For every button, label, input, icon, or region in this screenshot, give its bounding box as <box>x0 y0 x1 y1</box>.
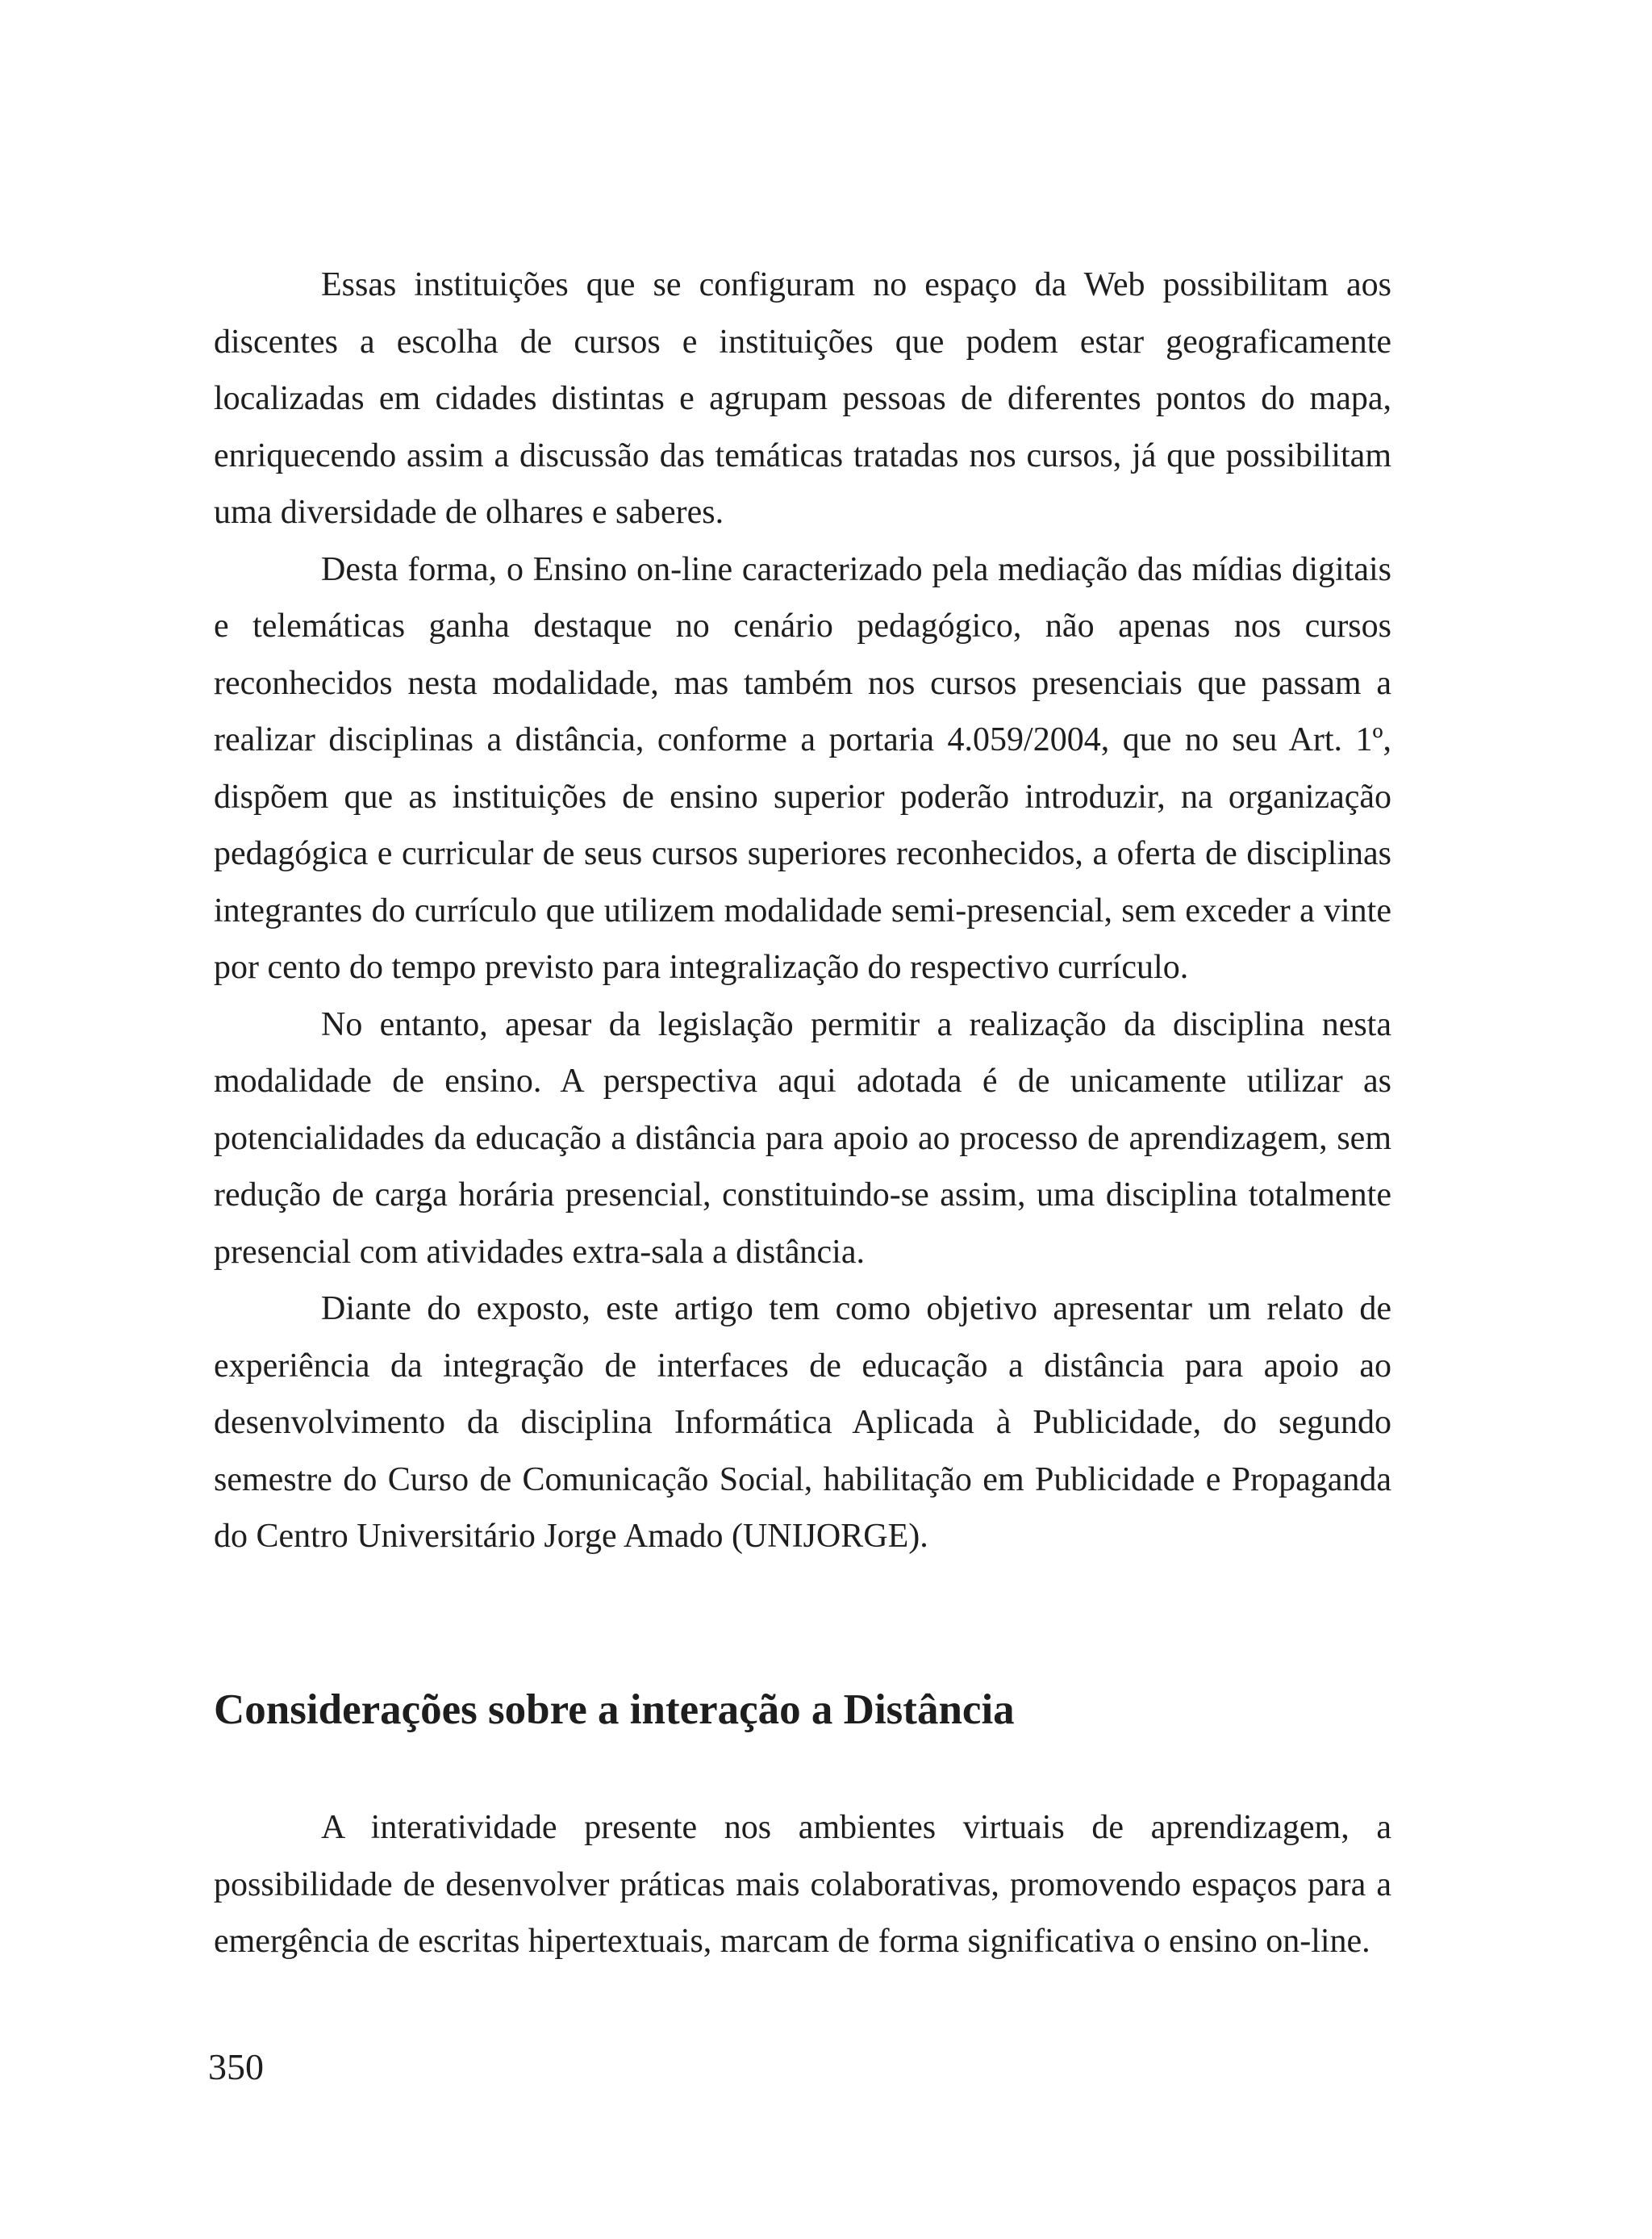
section-heading: Considerações sobre a interação a Distância <box>214 1686 1015 1733</box>
paragraph-3: No entanto, apesar da legislação permitir a realização da disciplina nesta modalidade de ensino. A perspectiva aqui adotada é de unicamente utilizar as potencialidades da educação a distância para apoio ao processo de aprendizagem, sem redução de carga horária presencial, constituindo-se assim, uma disciplina totalmente presencial com atividades extra-sala a distância. <box>214 1005 1391 1271</box>
paragraph-4: Diante do exposto, este artigo tem como objetivo apresentar um relato de experiência da integração de interfaces de educação a distância para apoio ao desenvolvimento da disciplina Informática Aplicada à Publicidade, do segundo semestre do Curso de Comunicação Social, habilitação em Publicidade e Propaganda do Centro Universitário Jorge Amado (UNIJORGE). <box>214 1290 1391 1555</box>
body-text <box>214 257 1391 1565</box>
paragraph-1: Essas instituições que se configuram no espaço da Web possibilitam aos discentes a escolha de cursos e instituições que podem estar geograficamente localizadas em cidades distintas e agrupam pessoas de diferentes pontos do mapa, enriquecendo assim a discussão das temáticas tratadas nos cursos, já que possibilitam uma diversidade de olhares e saberes. <box>214 266 1391 531</box>
paragraph-2: Desta forma, o Ensino on-line caracterizado pela mediação das mídias digitais e telemáticas ganha destaque no cenário pedagógico, não apenas nos cursos reconhecidos nesta modalidade, mas também nos cursos presenciais que passam a realizar disciplinas a distância, conforme a portaria 4.059/2004, que no seu Art. 1º, dispõem que as instituições de ensino superior poderão introduzir, na organização pedagógica e curricular de seus cursos superiores reconhecidos, a oferta de disciplinas integrantes do currículo que utilizem modalidade semi-presencial, sem exceder a vinte por cento do tempo previsto para integralização do respectivo currículo. <box>214 550 1391 986</box>
page-number: 350 <box>208 2046 264 2087</box>
section-text <box>214 1799 1391 1970</box>
section-paragraph-1: A interatividade presente nos ambientes virtuais de aprendizagem, a possibilidade de desenvolver práticas mais colaborativas, promovendo espaços para a emergência de escritas hipertextuais, marcam de forma significativa o ensino on-line. <box>214 1809 1391 1960</box>
